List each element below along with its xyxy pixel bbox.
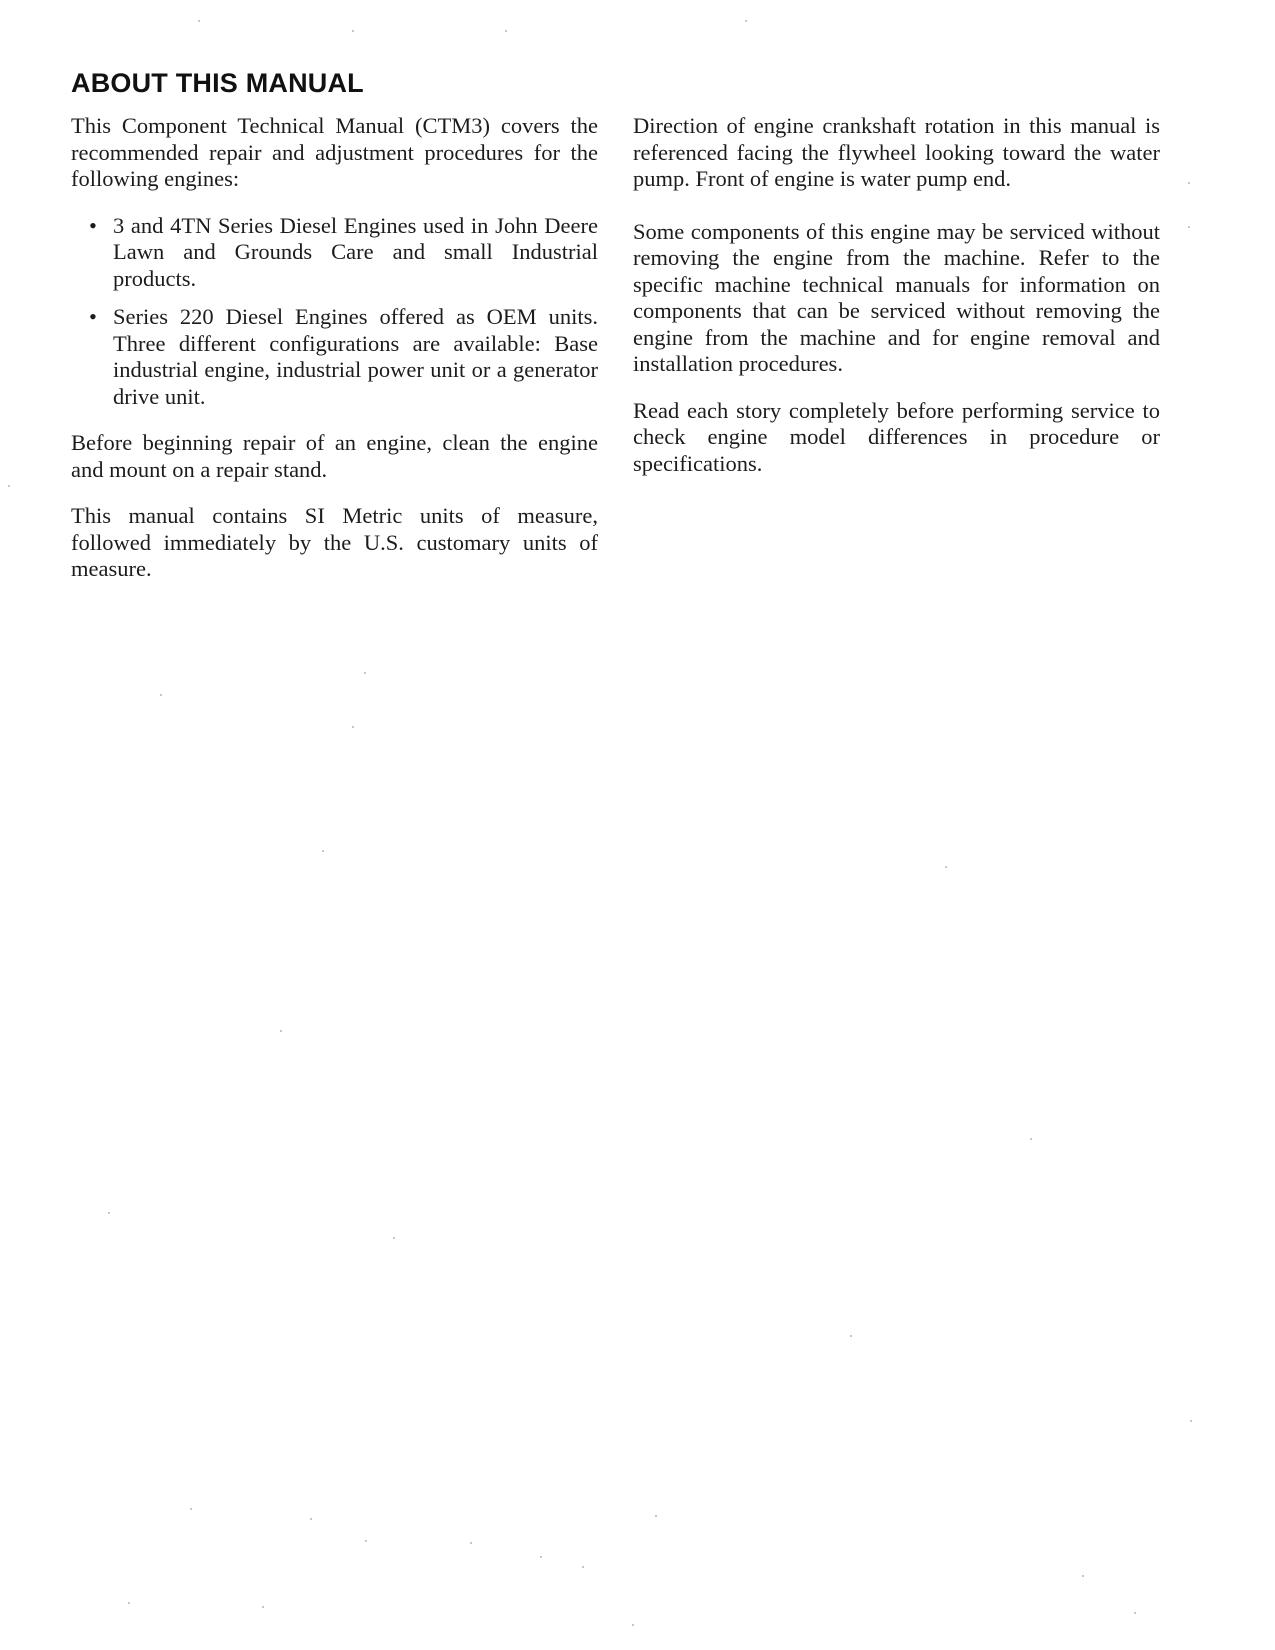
scan-speck — [128, 1602, 130, 1604]
scan-speck — [310, 1518, 312, 1520]
page-title: ABOUT THIS MANUAL — [71, 68, 364, 98]
scan-speck — [655, 1515, 657, 1517]
scan-speck — [1190, 1420, 1192, 1422]
scan-speck — [365, 1540, 367, 1542]
scan-speck — [160, 694, 162, 696]
scan-speck — [364, 672, 366, 674]
engine-list — [71, 213, 598, 411]
list-item-text: Series 220 Diesel Engines offered as OEM units. Three different configurations are available: Base industrial engine, industrial power unit or a generator drive unit. — [113, 304, 598, 409]
list-item — [71, 213, 598, 293]
scan-speck — [190, 1508, 192, 1510]
scan-speck — [632, 1624, 634, 1626]
scan-speck — [745, 20, 747, 22]
repair-paragraph: Before beginning repair of an engine, clean the engine and mount on a repair stand. — [71, 430, 598, 482]
scan-speck — [1030, 1138, 1032, 1140]
list-item-text: 3 and 4TN Series Diesel Engines used in John Deere Lawn and Grounds Care and small Industrial products. — [113, 212, 598, 291]
scan-speck — [352, 30, 354, 32]
scan-speck — [505, 30, 507, 32]
units-paragraph: This manual contains SI Metric units of measure, followed immediately by the U.S. customary units of measure. — [71, 503, 598, 581]
scan-speck — [470, 1542, 472, 1544]
scan-speck — [198, 20, 200, 22]
scan-speck — [1134, 1612, 1136, 1614]
scan-speck — [1188, 226, 1190, 228]
scan-speck — [393, 1237, 395, 1239]
scan-speck — [540, 1556, 542, 1558]
scan-speck — [352, 726, 354, 728]
scan-speck — [945, 866, 947, 868]
left-column — [71, 113, 598, 603]
scan-speck — [280, 1030, 282, 1032]
service-paragraph: Some components of this engine may be serviced without removing the engine from the machine. Refer to the specific machine technical manuals for information on components that can be serviced without removing the engine from the machine and for engine removal and installation procedures. — [633, 218, 1160, 376]
scan-speck — [108, 1212, 110, 1214]
intro-paragraph: This Component Technical Manual (CTM3) covers the recommended repair and adjustment procedures for the following engines: — [71, 113, 598, 191]
scan-speck — [582, 1566, 584, 1568]
bullet-icon: • — [89, 212, 97, 238]
bullet-icon: • — [89, 304, 97, 329]
scan-speck — [262, 1606, 264, 1608]
read-story-paragraph: Read each story completely before performing service to check engine model differences in procedure or specifications. — [633, 397, 1160, 476]
rotation-paragraph: Direction of engine crankshaft rotation in this manual is referenced facing the flywheel looking toward the water pump. Front of engine is water pump end. — [633, 113, 1160, 191]
scan-speck — [1188, 182, 1190, 184]
scan-speck — [8, 485, 10, 487]
scan-speck — [850, 1335, 852, 1337]
right-column — [633, 113, 1160, 497]
scan-speck — [1082, 1575, 1084, 1577]
list-item — [71, 304, 598, 410]
scan-speck — [322, 850, 324, 852]
